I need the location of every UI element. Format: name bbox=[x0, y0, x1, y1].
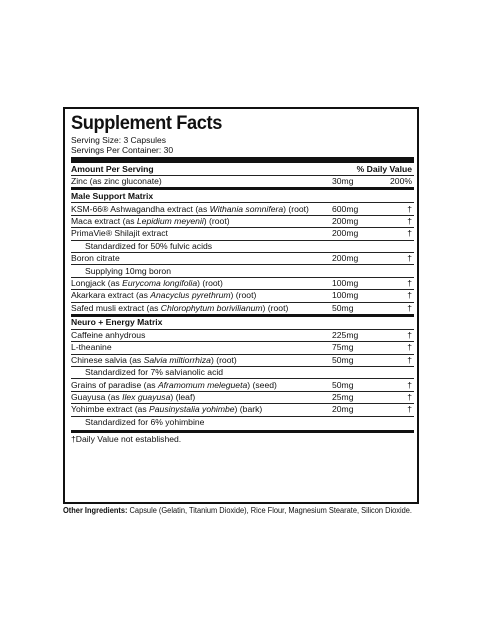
ingredient-name-text: KSM-66® Ashwagandha extract (as bbox=[71, 203, 210, 214]
ingredient-daily-value: † bbox=[407, 290, 412, 301]
ingredient-name-text: L-theanine bbox=[71, 342, 112, 353]
serving-size: Serving Size: 3 Capsules bbox=[71, 135, 166, 145]
ingredient-daily-value: † bbox=[407, 342, 412, 353]
daily-value-label: % Daily Value bbox=[356, 163, 412, 174]
ingredient-latin-name: Aframomum melegueta bbox=[157, 379, 248, 390]
zinc-name: Zinc (as zinc gluconate) bbox=[71, 176, 162, 187]
ingredient-name-text: Yohimbe extract (as bbox=[71, 404, 150, 415]
ingredient-latin-name: Ilex guayusa bbox=[122, 392, 171, 403]
ingredient-row bbox=[71, 253, 414, 265]
ingredient-amount: 50mg bbox=[332, 379, 354, 390]
ingredient-amount: 600mg bbox=[332, 203, 359, 214]
ingredient-part: ) (root) bbox=[230, 290, 257, 301]
ingredient-sub-row bbox=[71, 241, 414, 253]
ingredient-part: ) (root) bbox=[203, 215, 230, 226]
ingredient-name-text: Safed musli extract (as bbox=[71, 302, 161, 313]
ingredient-latin-name: Chlorophytum borivilianum bbox=[160, 302, 263, 313]
ingredient-row bbox=[71, 203, 414, 215]
ingredient-row bbox=[71, 379, 414, 391]
ingredient-name-text: Akarkara extract (as bbox=[71, 290, 151, 301]
ingredient-amount: 225mg bbox=[332, 330, 359, 341]
ingredient-part: ) (root) bbox=[262, 302, 289, 313]
ingredient-row bbox=[71, 228, 414, 240]
ingredient-daily-value: † bbox=[407, 277, 412, 288]
ingredient-row bbox=[71, 290, 414, 302]
ingredient-amount: 200mg bbox=[332, 253, 359, 264]
ingredient-name bbox=[71, 303, 332, 314]
ingredient-part: ) (root) bbox=[197, 277, 223, 288]
ingredient-row bbox=[71, 216, 414, 228]
ingredient-name bbox=[71, 216, 332, 227]
ingredient-part: ) (bark) bbox=[234, 404, 263, 415]
ingredient-name-text: Maca extract (as bbox=[71, 215, 137, 226]
neuro-section-heading bbox=[71, 317, 414, 330]
servings-per-container: Servings Per Container: 30 bbox=[71, 145, 174, 155]
ingredient-name bbox=[71, 228, 332, 239]
ingredient-part: ) (leaf) bbox=[170, 392, 196, 403]
ingredient-name-text: Guayusa (as bbox=[71, 392, 123, 403]
ingredient-sub-row bbox=[71, 367, 414, 379]
ingredient-daily-value: † bbox=[407, 203, 412, 214]
ingredient-row bbox=[71, 278, 414, 290]
ingredient-name bbox=[71, 330, 332, 341]
ingredient-name bbox=[71, 290, 332, 301]
ingredient-name-text: Grains of paradise (as bbox=[71, 379, 158, 390]
ingredient-amount: 75mg bbox=[332, 342, 354, 353]
ingredient-latin-name: Pausinystalia yohimbe bbox=[149, 404, 235, 415]
footnote: †Daily Value not established. bbox=[71, 434, 182, 445]
ingredient-row bbox=[71, 355, 414, 367]
ingredient-part: ) (root) bbox=[210, 354, 237, 365]
ingredient-row bbox=[71, 342, 414, 354]
ingredient-daily-value: † bbox=[407, 404, 412, 415]
ingredient-sub-text: Standardized for 50% fulvic acids bbox=[85, 240, 213, 251]
header-row bbox=[71, 163, 414, 176]
ingredient-row bbox=[71, 330, 414, 342]
ingredient-part: ) (root) bbox=[283, 203, 309, 214]
ingredient-name-text: Caffeine anhydrous bbox=[71, 330, 146, 341]
ingredient-latin-name: Lepidium meyenii bbox=[136, 215, 204, 226]
ingredient-latin-name: Anacyclus pyrethrum bbox=[150, 290, 231, 301]
ingredient-name-text: Chinese salvia (as bbox=[71, 354, 144, 365]
ingredient-sub-text: Standardized for 6% yohimbine bbox=[85, 416, 205, 427]
other-ingredients-label: Other Ingredients: bbox=[63, 506, 128, 515]
ingredient-latin-name: Withania somnifera bbox=[209, 203, 284, 214]
other-ingredients-text: Capsule (Gelatin, Titanium Dioxide), Rice Flour, Magnesium Stearate, Silicon Dioxide. bbox=[127, 506, 412, 515]
ingredient-daily-value: † bbox=[407, 302, 412, 313]
ingredient-name bbox=[71, 253, 332, 264]
ingredient-sub-text: Standardized for 7% salvianolic acid bbox=[85, 367, 224, 378]
other-ingredients bbox=[63, 506, 412, 516]
amount-per-serving-label: Amount Per Serving bbox=[71, 163, 154, 174]
ingredient-daily-value: † bbox=[407, 215, 412, 226]
male-section-heading bbox=[71, 190, 414, 203]
ingredient-row bbox=[71, 392, 414, 404]
ingredient-amount: 200mg bbox=[332, 228, 359, 239]
ingredient-amount: 25mg bbox=[332, 392, 354, 403]
male-section-label: Male Support Matrix bbox=[71, 190, 154, 201]
ingredient-name-text: Longjack (as bbox=[71, 277, 123, 288]
ingredient-daily-value: † bbox=[407, 330, 412, 341]
ingredient-daily-value: † bbox=[407, 379, 412, 390]
panel-title: Supplement Facts bbox=[71, 113, 222, 134]
ingredient-daily-value: † bbox=[407, 392, 412, 403]
ingredient-daily-value: † bbox=[407, 228, 412, 239]
ingredient-row bbox=[71, 303, 414, 314]
ingredient-name bbox=[71, 278, 332, 289]
ingredient-daily-value: † bbox=[407, 253, 412, 264]
ingredient-amount: 100mg bbox=[332, 277, 359, 288]
neuro-section-label: Neuro + Energy Matrix bbox=[71, 317, 163, 328]
zinc-amount: 30mg bbox=[332, 176, 354, 187]
ingredient-amount: 20mg bbox=[332, 404, 354, 415]
zinc-dv: 200% bbox=[390, 176, 412, 187]
ingredient-name bbox=[71, 392, 332, 403]
ingredient-amount: 100mg bbox=[332, 290, 359, 301]
zinc-row bbox=[71, 176, 414, 187]
ingredient-name-text: PrimaVie® Shilajit extract bbox=[71, 228, 168, 239]
ingredient-sub-row bbox=[71, 417, 414, 428]
ingredient-name-text: Boron citrate bbox=[71, 253, 120, 264]
ingredient-amount: 50mg bbox=[332, 354, 354, 365]
ingredient-latin-name: Eurycoma longifolia bbox=[122, 277, 198, 288]
ingredient-name bbox=[71, 204, 332, 215]
ingredient-daily-value: † bbox=[407, 354, 412, 365]
ingredient-row bbox=[71, 404, 414, 416]
ingredient-amount: 200mg bbox=[332, 215, 359, 226]
ingredient-sub-row bbox=[71, 265, 414, 277]
ingredient-name bbox=[71, 355, 332, 366]
ingredient-name bbox=[71, 380, 332, 391]
neuro-ingredient-list bbox=[71, 330, 414, 428]
ingredient-name bbox=[71, 342, 332, 353]
ingredient-amount: 50mg bbox=[332, 302, 354, 313]
ingredient-latin-name: Salvia miltiorrhiza bbox=[143, 354, 211, 365]
ingredient-name bbox=[71, 404, 332, 415]
ingredient-sub-text: Supplying 10mg boron bbox=[85, 265, 171, 276]
male-ingredient-list bbox=[71, 203, 414, 317]
supplement-facts-panel bbox=[63, 107, 419, 504]
ingredient-part: ) (seed) bbox=[247, 379, 277, 390]
